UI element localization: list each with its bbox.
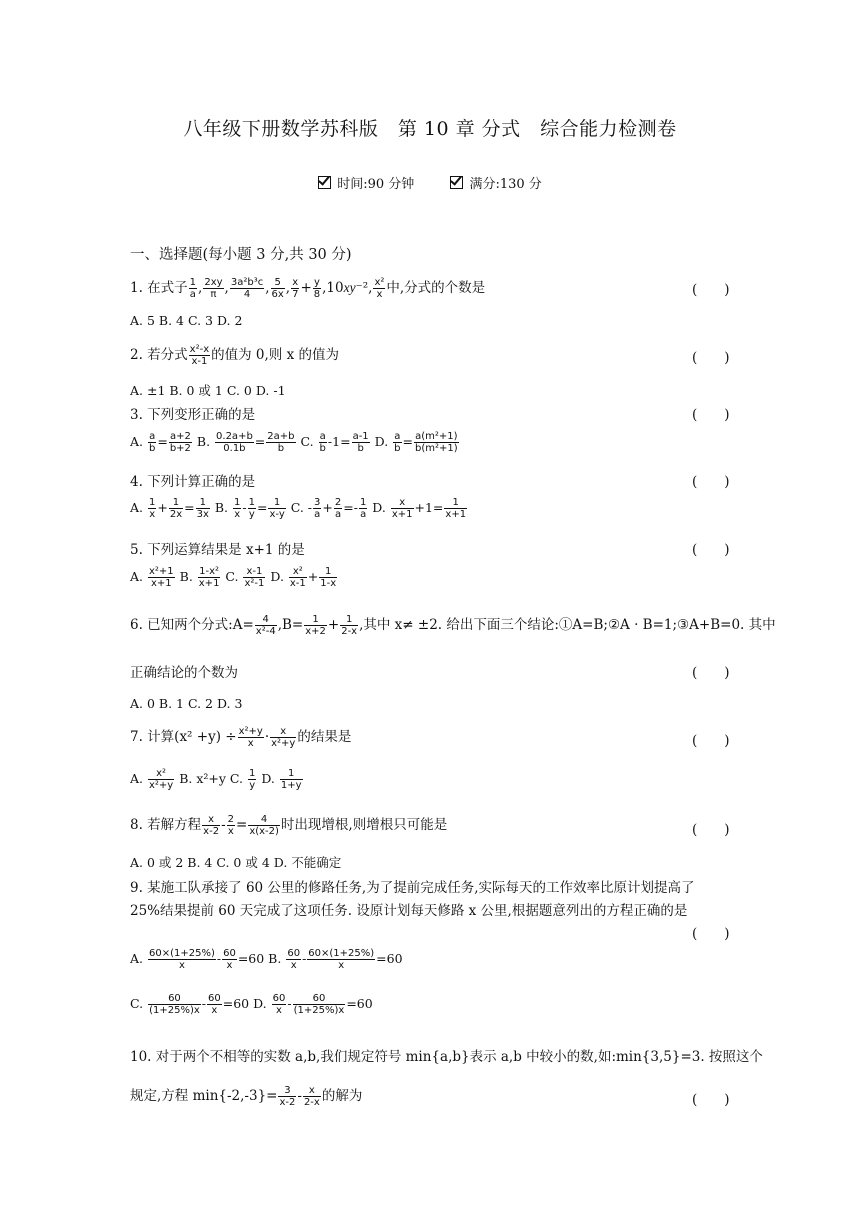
question-10-line2: 规定,方程 min{-2,-3}= $\frac{3}{x-2}$ - $\frac{x}{2-x}$ 的解为: [130, 1085, 363, 1108]
options-4: A. $\frac{1}{x}$ + $\frac{1}{2x}$ = $\frac{1}{3x}$ B. $\frac{1}{x}$ - $\frac{1}{y}$ = $\frac{1}{x-y}$ C. - $\frac{3}{a}$ + $\frac{2}{a}$ =- $\frac{1}{a}$ D. $\frac{x}{x+1}$ +1= $\frac{1}{x+1}$: [130, 497, 467, 520]
answer-bracket: ( ): [692, 733, 730, 749]
question-1: 1. 在式子 $\frac{1}{a}$ , $\frac{2xy}{\pi}$ , $\frac{\text{3a²b³c}}{4}$ , $\frac{5}{6x}$ , $\frac{x}{7}$ + $\frac{y}{8}$ ,10xy⁻², $\frac{\text{x²}}{x}$ 中,分式的个数是: [130, 277, 486, 300]
question-10: 10. 对于两个不相等的实数 a,b,我们规定符号 min{a,b}表示 a,b 中较小的数,如:min{3,5}=3. 按照这个: [130, 1049, 763, 1065]
checkbox-icon: [450, 176, 463, 189]
question-3: 3. 下列变形正确的是: [130, 407, 256, 423]
answer-bracket: ( ): [692, 282, 730, 298]
options-2: A. ±1 B. 0 或 1 C. 0 D. -1: [130, 383, 286, 398]
options-5: A. $\frac{\text{x²+1}}{x+1}$ B. $\frac{\text{1-x²}}{x+1}$ C. $\frac{x-1}{\text{x²-1}}$ D. $\frac{\text{x²}}{x-1}$ + $\frac{1}{1-x}$: [130, 566, 337, 589]
question-9: 9. 某施工队承接了 60 公里的修路任务,为了提前完成任务,实际每天的工作效率比原计划提高了: [130, 880, 695, 896]
question-7: 7. 计算(x² +y) ÷ $\frac{\text{x²+y}}{x}$ · $\frac{x}{\text{x²+y}}$ 的结果是: [130, 726, 352, 749]
answer-bracket: ( ): [692, 407, 730, 423]
options-1: A. 5 B. 4 C. 3 D. 2: [130, 313, 243, 328]
options-9-cd: C. $\frac{60}{(1+25\%)x}$ - $\frac{60}{x}$ =60 D. $\frac{60}{x}$ - $\frac{60}{(1+25\%)x}$ =60: [130, 993, 373, 1016]
time-info: 时间:90 分钟: [318, 177, 414, 192]
question-9-line2: 25%结果提前 60 天完成了这项任务. 设原计划每天修路 x 公里,根据题意列出的方程正确的是: [130, 903, 688, 919]
options-7: A. $\frac{\text{x²}}{\text{x²+y}}$ B. x²+y C. $\frac{1}{y}$ D. $\frac{1}{1+y}$: [130, 768, 302, 791]
answer-bracket: ( ): [692, 350, 730, 366]
answer-bracket: ( ): [692, 1092, 730, 1108]
answer-bracket: ( ): [692, 665, 730, 681]
answer-bracket: ( ): [692, 542, 730, 558]
question-8: 8. 若解方程 $\frac{x}{x-2}$ - $\frac{2}{x}$ = $\frac{4}{x(x-2)}$ 时出现增根,则增根只可能是: [130, 814, 448, 837]
options-6: A. 0 B. 1 C. 2 D. 3: [130, 696, 243, 711]
options-3: A. $\frac{a}{b}$ = $\frac{a+2}{b+2}$ B. $\frac{0.2a+b}{0.1b}$ = $\frac{2a+b}{b}$ C. $\frac{a}{b}$ -1= $\frac{a-1}{b}$ D. $\frac{a}{b}$ = $\frac{\text{a(m²+1)}}{\text{b(m²+1)}}$: [130, 431, 458, 454]
question-5: 5. 下列运算结果是 x+1 的是: [130, 542, 305, 558]
answer-bracket: ( ): [692, 822, 730, 838]
question-6: 6. 已知两个分式:A= $\frac{4}{\text{x²-4}}$ ,B= $\frac{1}{x+2}$ + $\frac{1}{2-x}$ ,其中 x≠ ±2. 给出下面三个结论:①A=B;②A · B=1;③A+B=0. 其中: [130, 614, 776, 637]
question-4: 4. 下列计算正确的是: [130, 474, 256, 490]
question-2: 2. 若分式 $\frac{\text{x²-x}}{x-1}$ 的值为 0,则 x 的值为: [130, 344, 339, 367]
section-heading: 一、选择题(每小题 3 分,共 30 分): [130, 247, 352, 263]
options-9-ab: A. $\frac{60\times(1+25\%)}{x}$ - $\frac{60}{x}$ =60 B. $\frac{60}{x}$ - $\frac{60\times(1+25\%)}{x}$ =60: [130, 948, 403, 971]
options-8: A. 0 或 2 B. 4 C. 0 或 4 D. 不能确定: [130, 855, 342, 870]
checkbox-icon: [318, 176, 331, 189]
answer-bracket: ( ): [692, 474, 730, 490]
score-info: 满分:130 分: [450, 177, 541, 192]
answer-bracket: ( ): [692, 926, 730, 942]
exam-meta: [0, 173, 860, 192]
question-6-line2: 正确结论的个数为: [130, 665, 238, 681]
page-title: 八年级下册数学苏科版 第 10 章 分式 综合能力检测卷: [183, 118, 677, 140]
